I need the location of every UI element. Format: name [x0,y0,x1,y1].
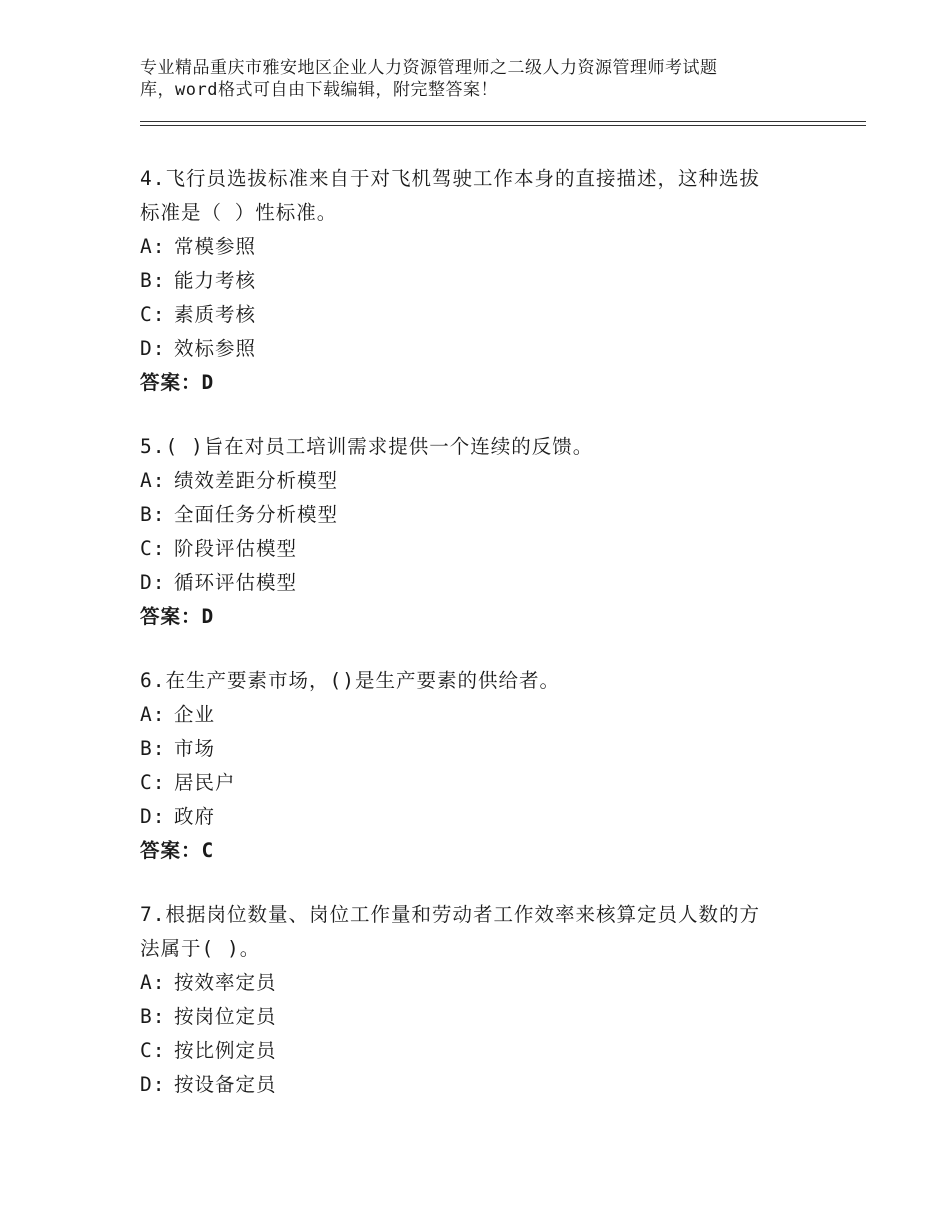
question-stem-continued: 法属于( )。 [140,937,261,960]
header-line-1: 专业精品重庆市雅安地区企业人力资源管理师之二级人力资源管理师考试题 [140,58,718,78]
answer-label: 答案：D [140,605,215,628]
question-6 [140,664,840,868]
option-text: 全面任务分析模型 [174,503,339,526]
question-4 [140,162,840,400]
option-b [140,498,840,532]
option-key: A: [140,235,166,258]
question-stem: 7.根据岗位数量、岗位工作量和劳动者工作效率来核算定员人数的方 [140,903,760,926]
question-7 [140,898,840,1102]
option-text: 循环评估模型 [174,571,298,594]
option-key: D: [140,1073,166,1096]
answer-label: 答案：C [140,839,215,862]
answer-label: 答案：D [140,371,215,394]
option-key: A: [140,703,166,726]
option-a [140,464,840,498]
option-text: 绩效差距分析模型 [174,469,339,492]
option-d [140,566,840,600]
option-text: 按比例定员 [174,1039,277,1062]
option-text: 效标参照 [174,337,257,360]
option-a [140,230,840,264]
option-key: D: [140,337,166,360]
header-divider-thick [140,125,866,126]
question-stem-continued: 标准是（ ）性标准。 [140,201,338,224]
option-a [140,966,840,1000]
option-text: 按效率定员 [174,971,277,994]
option-key: D: [140,571,166,594]
option-d [140,800,840,834]
question-stem: 5.( )旨在对员工培训需求提供一个连续的反馈。 [140,435,594,458]
option-key: A: [140,469,166,492]
option-a [140,698,840,732]
option-key: B: [140,269,166,292]
question-stem: 6.在生产要素市场，()是生产要素的供给者。 [140,669,560,692]
option-d [140,332,840,366]
document-header [140,57,840,101]
option-text: 居民户 [174,771,236,794]
option-text: 市场 [174,737,216,760]
option-key: B: [140,737,166,760]
option-c [140,766,840,800]
option-key: C: [140,537,166,560]
option-key: C: [140,303,166,326]
option-text: 常模参照 [174,235,257,258]
option-text: 按设备定员 [174,1073,277,1096]
option-c [140,1034,840,1068]
option-text: 政府 [174,805,216,828]
question-5 [140,430,840,634]
option-text: 按岗位定员 [174,1005,277,1028]
header-line-2: 库，word格式可自由下载编辑，附完整答案！ [140,80,498,100]
option-c [140,532,840,566]
option-text: 阶段评估模型 [174,537,298,560]
option-text: 能力考核 [174,269,257,292]
header-divider-thin [140,121,866,122]
option-c [140,298,840,332]
option-b [140,264,840,298]
option-key: C: [140,771,166,794]
option-key: B: [140,503,166,526]
option-text: 企业 [174,703,216,726]
question-stem: 4.飞行员选拔标准来自于对飞机驾驶工作本身的直接描述，这种选拔 [140,167,760,190]
option-key: D: [140,805,166,828]
option-b [140,1000,840,1034]
option-d [140,1068,840,1102]
option-key: A: [140,971,166,994]
option-key: C: [140,1039,166,1062]
option-key: B: [140,1005,166,1028]
option-b [140,732,840,766]
question-list [140,162,840,1132]
option-text: 素质考核 [174,303,257,326]
